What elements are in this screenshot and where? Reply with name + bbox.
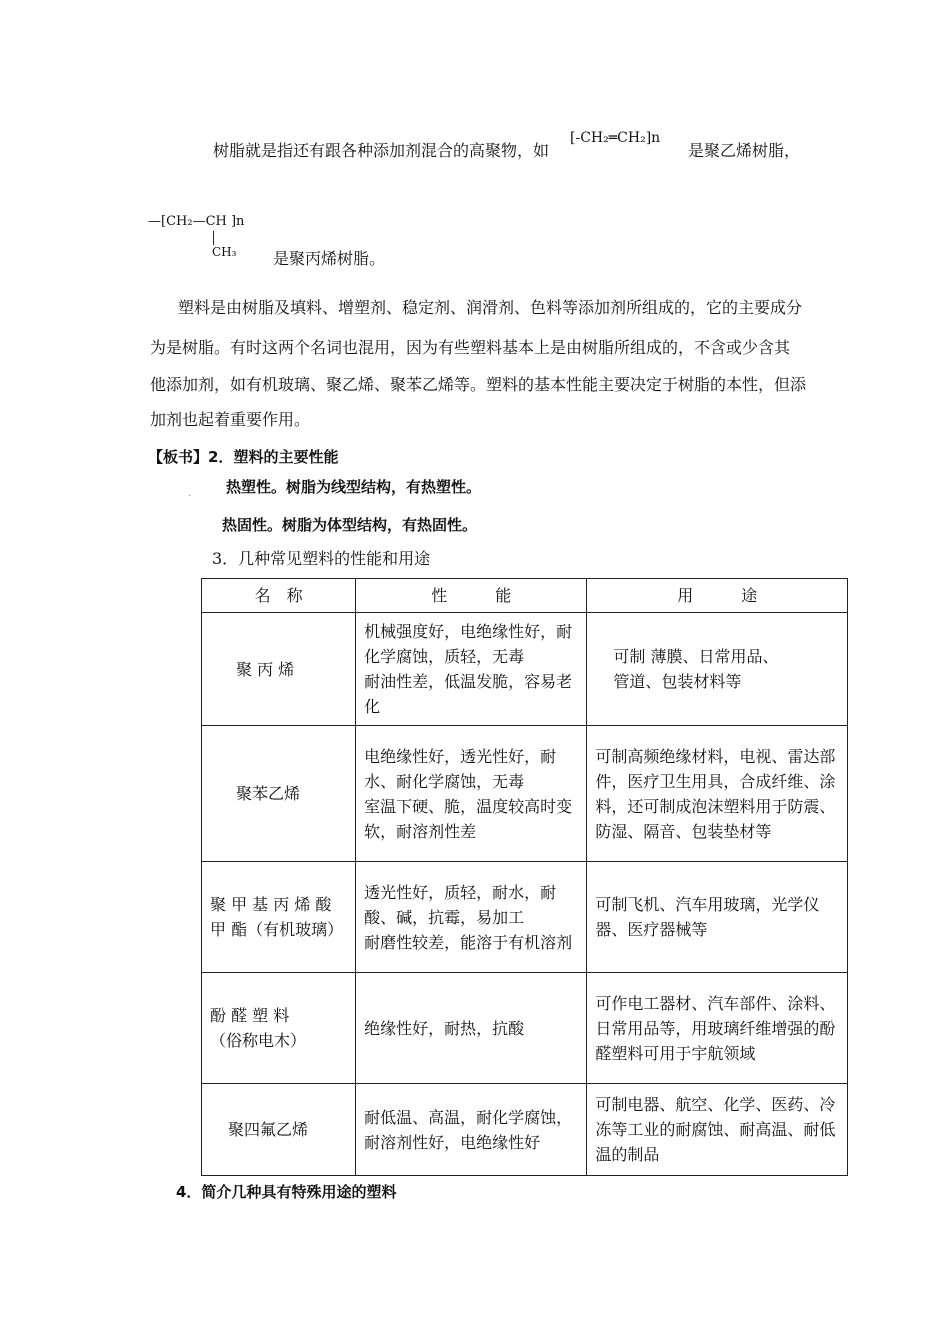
polyethylene-formula: [-CH₂═CH₂]n (570, 130, 661, 146)
polypropylene-caption: 是聚丙烯树脂。 (273, 249, 386, 268)
cell-uses: 可制飞机、汽车用玻璃，光学仪器、医疗器械等 (587, 862, 848, 973)
cell-properties: 电绝缘性好，透光性好，耐水、耐化学腐蚀，无毒 室温下硬、脆，温度较高时变软，耐溶剂性差 (356, 726, 587, 862)
paragraph-line-3: 他添加剂，如有机玻璃、聚乙烯、聚苯乙烯等。塑料的基本性能主要决定于树脂的本性，但添 (150, 375, 807, 394)
cell-name: 聚 甲 基 丙 烯 酸 甲 酯（有机玻璃） (202, 862, 356, 973)
cell-uses: 可制高频绝缘材料，电视、雷达部件，医疗卫生用具，合成纤维、涂料，还可制成泡沫塑料用于防震、防湿、隔音、包装垫材等 (587, 726, 848, 862)
polypropylene-methyl: CH₃ (212, 245, 237, 259)
cell-properties: 绝缘性好，耐热，抗酸 (356, 973, 587, 1084)
section-2-heading: 【板书】2．塑料的主要性能 (148, 448, 339, 466)
intro-text-post: 是聚乙烯树脂， (688, 141, 801, 160)
cell-uses: 可制电器、航空、化学、医药、冷冻等工业的耐腐蚀、耐高温、耐低温的制品 (587, 1084, 848, 1176)
intro-line-1 (213, 138, 549, 161)
cell-name: 聚 丙 烯 (202, 613, 356, 726)
header-name: 名 称 (202, 579, 356, 613)
intro-text-pre: 树脂就是指还有跟各种添加剂混合的高聚物，如 (213, 141, 550, 160)
table-header-row (202, 579, 848, 613)
cell-uses: 可作电工器材、汽车部件、涂料、日常用品等，用玻璃纤维增强的酚醛塑料可用于宇航领域 (587, 973, 848, 1084)
table-row (202, 726, 848, 862)
section-2-item-1: 热塑性。树脂为线型结构，有热塑性。 (226, 478, 482, 496)
paragraph-line-1: 塑料是由树脂及填料、增塑剂、稳定剂、润滑剂、色料等添加剂所组成的，它的主要成分 (178, 298, 803, 317)
section-2-item-2: 热固性。树脂为体型结构，有热固性。 (222, 516, 478, 534)
section-4-heading: 4．简介几种具有特殊用途的塑料 (176, 1183, 397, 1201)
table-row (202, 973, 848, 1084)
table-row (202, 1084, 848, 1176)
cell-uses: 可制 薄膜、日常用品、 管道、包装材料等 (587, 613, 848, 726)
cell-properties: 机械强度好，电绝缘性好，耐化学腐蚀，质轻，无毒 耐油性差，低温发脆，容易老化 (356, 613, 587, 726)
table-row (202, 613, 848, 726)
cell-name: 聚苯乙烯 (202, 726, 356, 862)
header-uses: 用 途 (587, 579, 848, 613)
table-row (202, 862, 848, 973)
cell-name: 聚四氟乙烯 (202, 1084, 356, 1176)
cell-properties: 耐低温、高温，耐化学腐蚀，耐溶剂性好，电绝缘性好 (356, 1084, 587, 1176)
paragraph-line-4: 加剂也起着重要作用。 (150, 410, 311, 429)
cell-name: 酚 醛 塑 料 （俗称电木） (202, 973, 356, 1084)
polypropylene-formula: —[CH₂—CH ]n (148, 214, 245, 229)
paragraph-line-2: 为是树脂。有时这两个名词也混用，因为有些塑料基本上是由树脂所组成的，不含或少含其 (150, 338, 791, 357)
cell-properties: 透光性好，质轻，耐水，耐酸、碱，抗霉，易加工 耐磨性较差，能溶于有机溶剂 (356, 862, 587, 973)
section-3-heading: 3．几种常见塑料的性能和用途 (212, 549, 431, 568)
header-properties: 性 能 (356, 579, 587, 613)
decor-dot: . (188, 488, 192, 499)
plastics-table (201, 578, 848, 1176)
polypropylene-branch: │ (210, 231, 218, 245)
